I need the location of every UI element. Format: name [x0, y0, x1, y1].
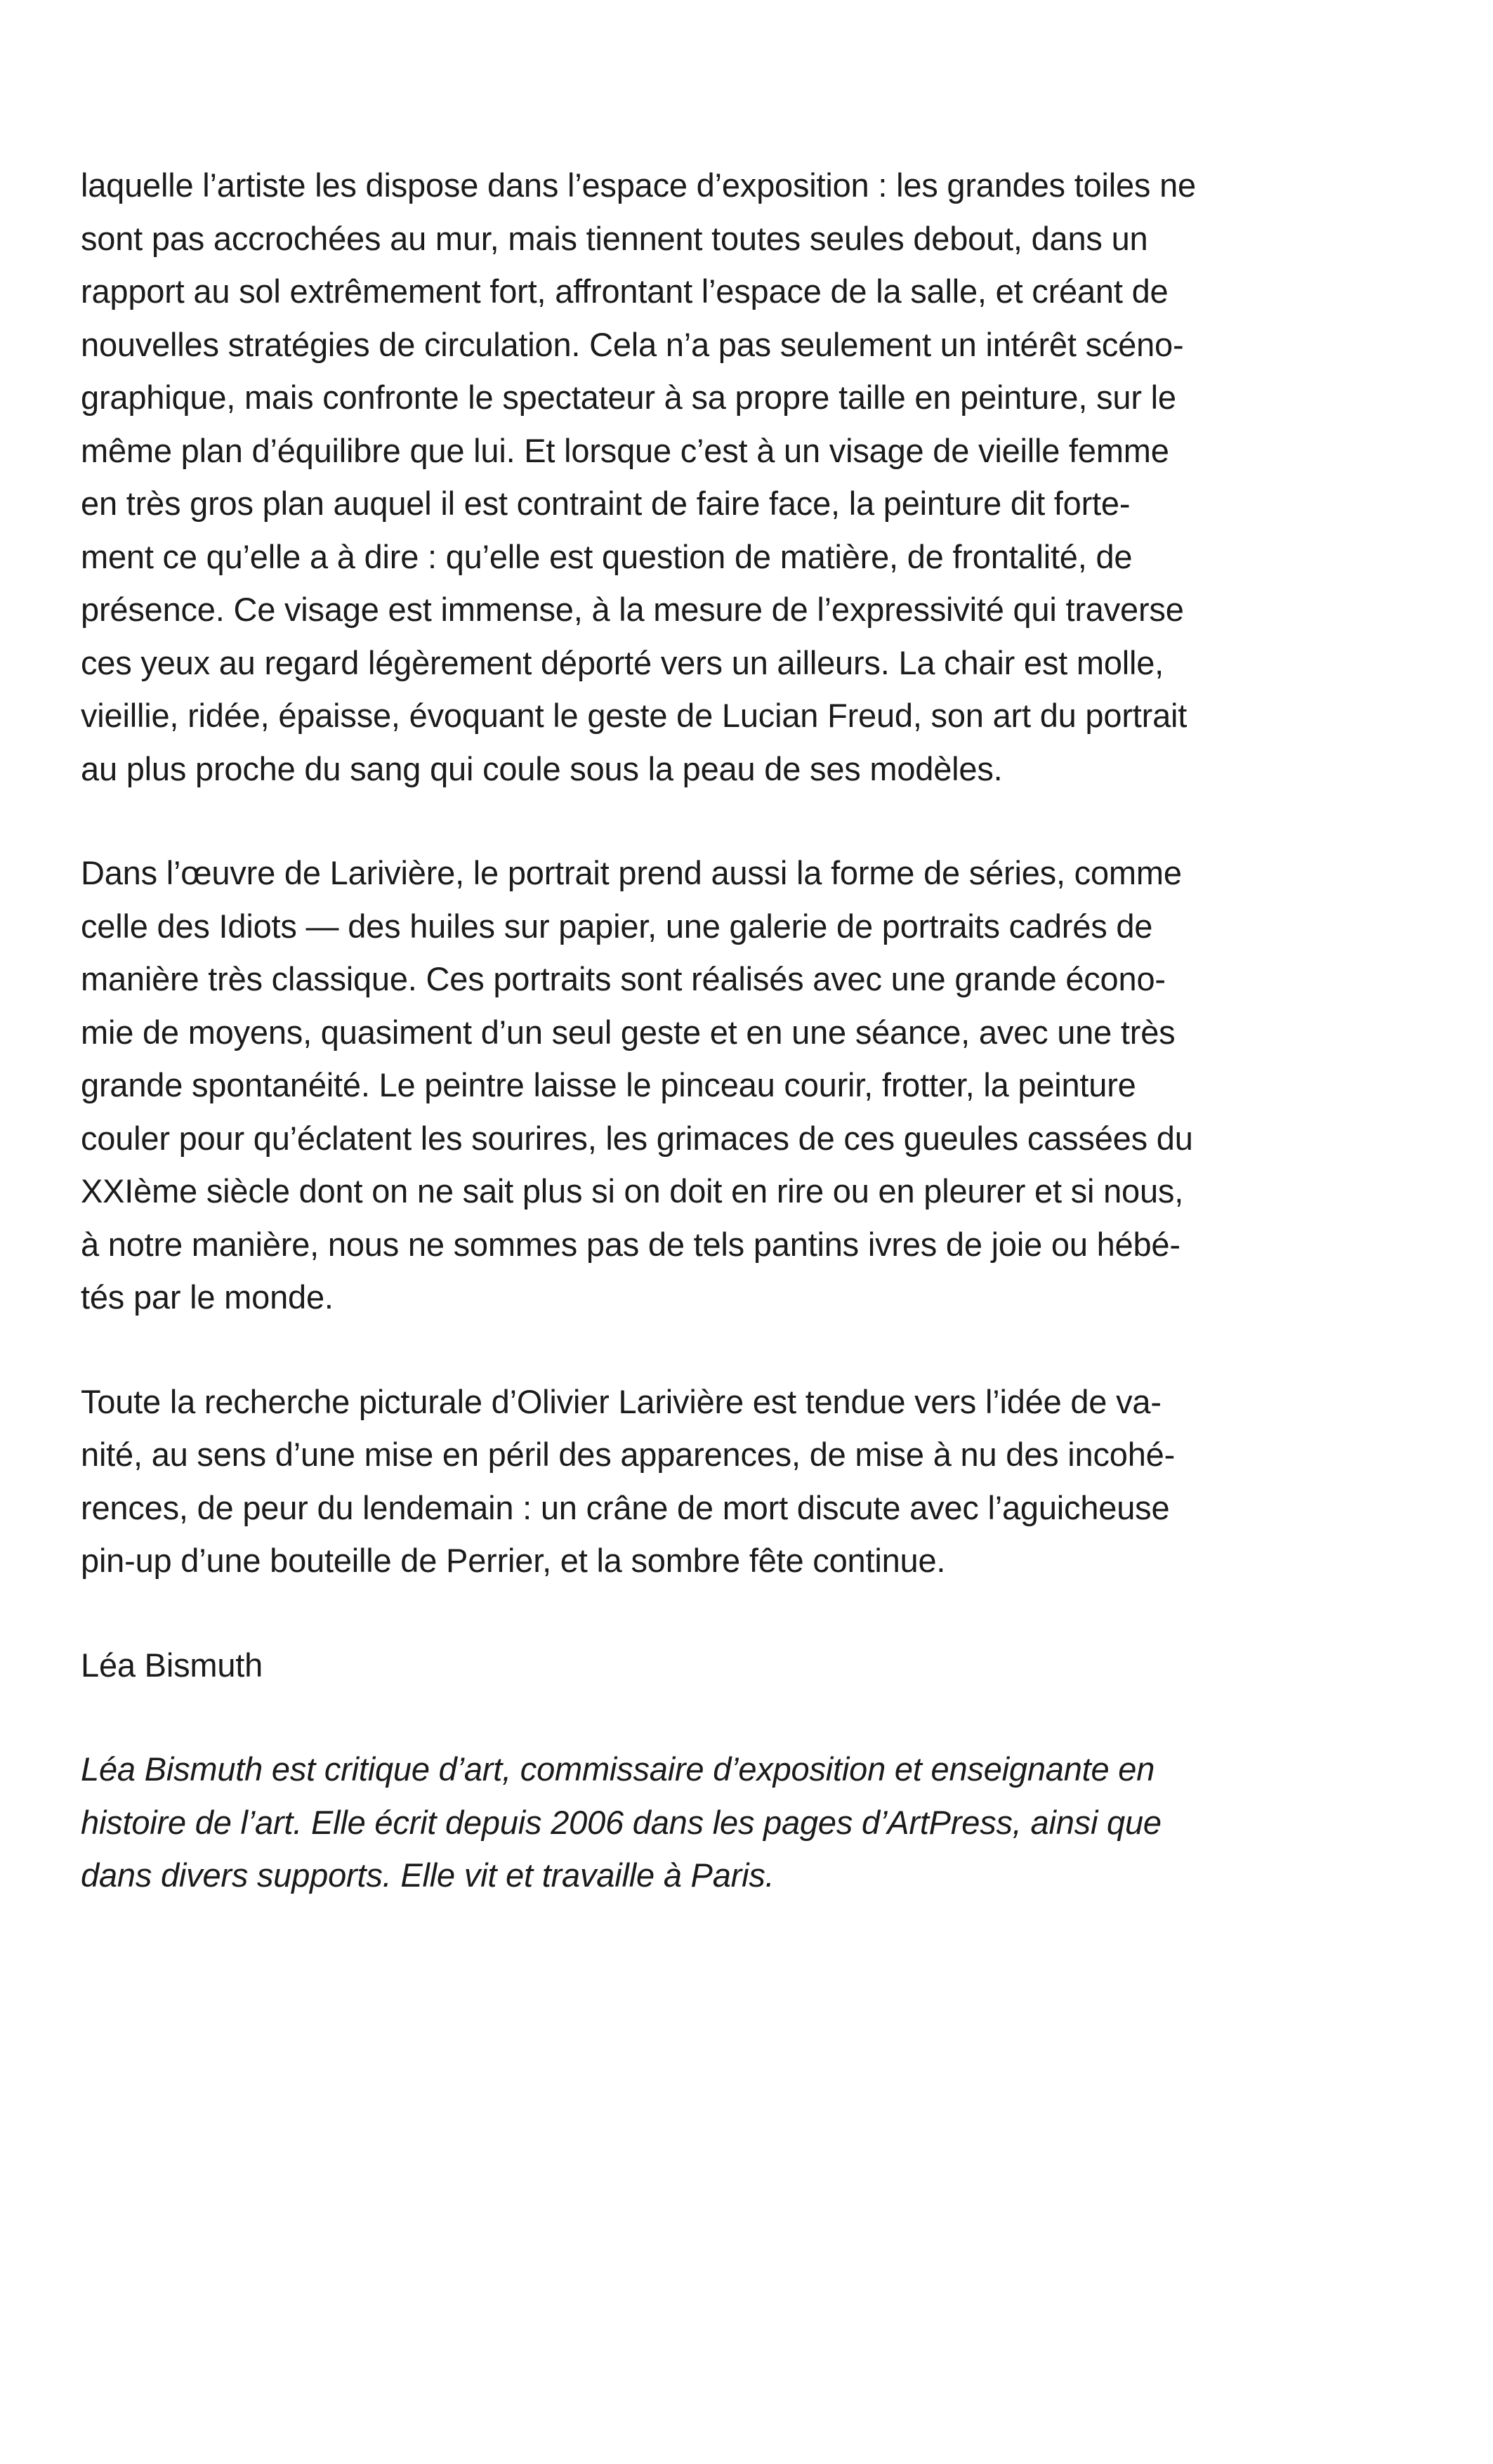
text-line: dans divers supports. Elle vit et travaille à Paris. [81, 1856, 775, 1894]
text-line: celle des Idiots — des huiles sur papier, une galerie de portraits cadrés de [81, 907, 1153, 945]
text-line: ces yeux au regard légèrement déporté vers un ailleurs. La chair est molle, [81, 643, 1164, 681]
text-line: grande spontanéité. Le peintre laisse le pinceau courir, frotter, la peinture [81, 1066, 1136, 1103]
text-line: en très gros plan auquel il est contraint de faire face, la peinture dit forte- [81, 485, 1131, 522]
text-line: graphique, mais confronte le spectateur à sa propre taille en peinture, sur le [81, 379, 1176, 416]
text-line: sont pas accrochées au mur, mais tiennent toutes seules debout, dans un [81, 219, 1148, 257]
text-line: manière très classique. Ces portraits sont réalisés avec une grande écono- [81, 960, 1166, 997]
text-line: pin-up d’une bouteille de Perrier, et la sombre fête continue. [81, 1542, 946, 1579]
text-line: nité, au sens d’une mise en péril des apparences, de mise à nu des incohé- [81, 1436, 1176, 1473]
text-line: nouvelles stratégies de circulation. Cela n’a pas seulement un intérêt scéno- [81, 325, 1184, 363]
text-line: tés par le monde. [81, 1278, 334, 1316]
text-line: Léa Bismuth est critique d’art, commissaire d’exposition et enseignante en [81, 1750, 1155, 1788]
text-line: Toute la recherche picturale d’Olivier Larivière est tendue vers l’idée de va- [81, 1382, 1162, 1420]
author-bio [81, 1743, 1402, 1902]
text-line: même plan d’équilibre que lui. Et lorsque c’est à un visage de vieille femme [81, 431, 1169, 469]
text-line: à notre manière, nous ne sommes pas de tels pantins ivres de joie ou hébé- [81, 1225, 1180, 1263]
article-text [81, 159, 1402, 1902]
text-line: ment ce qu’elle a à dire : qu’elle est question de matière, de frontalité, de [81, 537, 1133, 575]
author-signature [81, 1639, 1402, 1692]
text-line: Dans l’œuvre de Larivière, le portrait prend aussi la forme de séries, comme [81, 854, 1182, 891]
text-line: présence. Ce visage est immense, à la mesure de l’expressivité qui traverse [81, 591, 1184, 628]
text-line: couler pour qu’éclatent les sourires, les grimaces de ces gueules cassées du [81, 1119, 1193, 1157]
text-line: rences, de peur du lendemain : un crâne de mort discute avec l’aguicheuse [81, 1488, 1170, 1526]
text-line: rapport au sol extrêmement fort, affrontant l’espace de la salle, et créant de [81, 273, 1169, 310]
text-line: histoire de l’art. Elle écrit depuis 2006 dans les pages d’ArtPress, ainsi que [81, 1803, 1162, 1841]
text-line: laquelle l’artiste les dispose dans l’espace d’exposition : les grandes toiles ne [81, 166, 1196, 204]
text-line: XXIème siècle dont on ne sait plus si on doit en rire ou en pleurer et si nous, [81, 1172, 1184, 1210]
text-line: au plus proche du sang qui coule sous la peau de ses modèles. [81, 749, 1003, 787]
body-paragraph-1 [81, 159, 1402, 795]
text-line: mie de moyens, quasiment d’un seul geste et en une séance, avec une très [81, 1013, 1176, 1051]
text-line: vieillie, ridée, épaisse, évoquant le geste de Lucian Freud, son art du portrait [81, 697, 1188, 734]
text-line: Léa Bismuth [81, 1646, 263, 1684]
body-paragraph-2 [81, 846, 1402, 1324]
body-paragraph-3 [81, 1375, 1402, 1587]
